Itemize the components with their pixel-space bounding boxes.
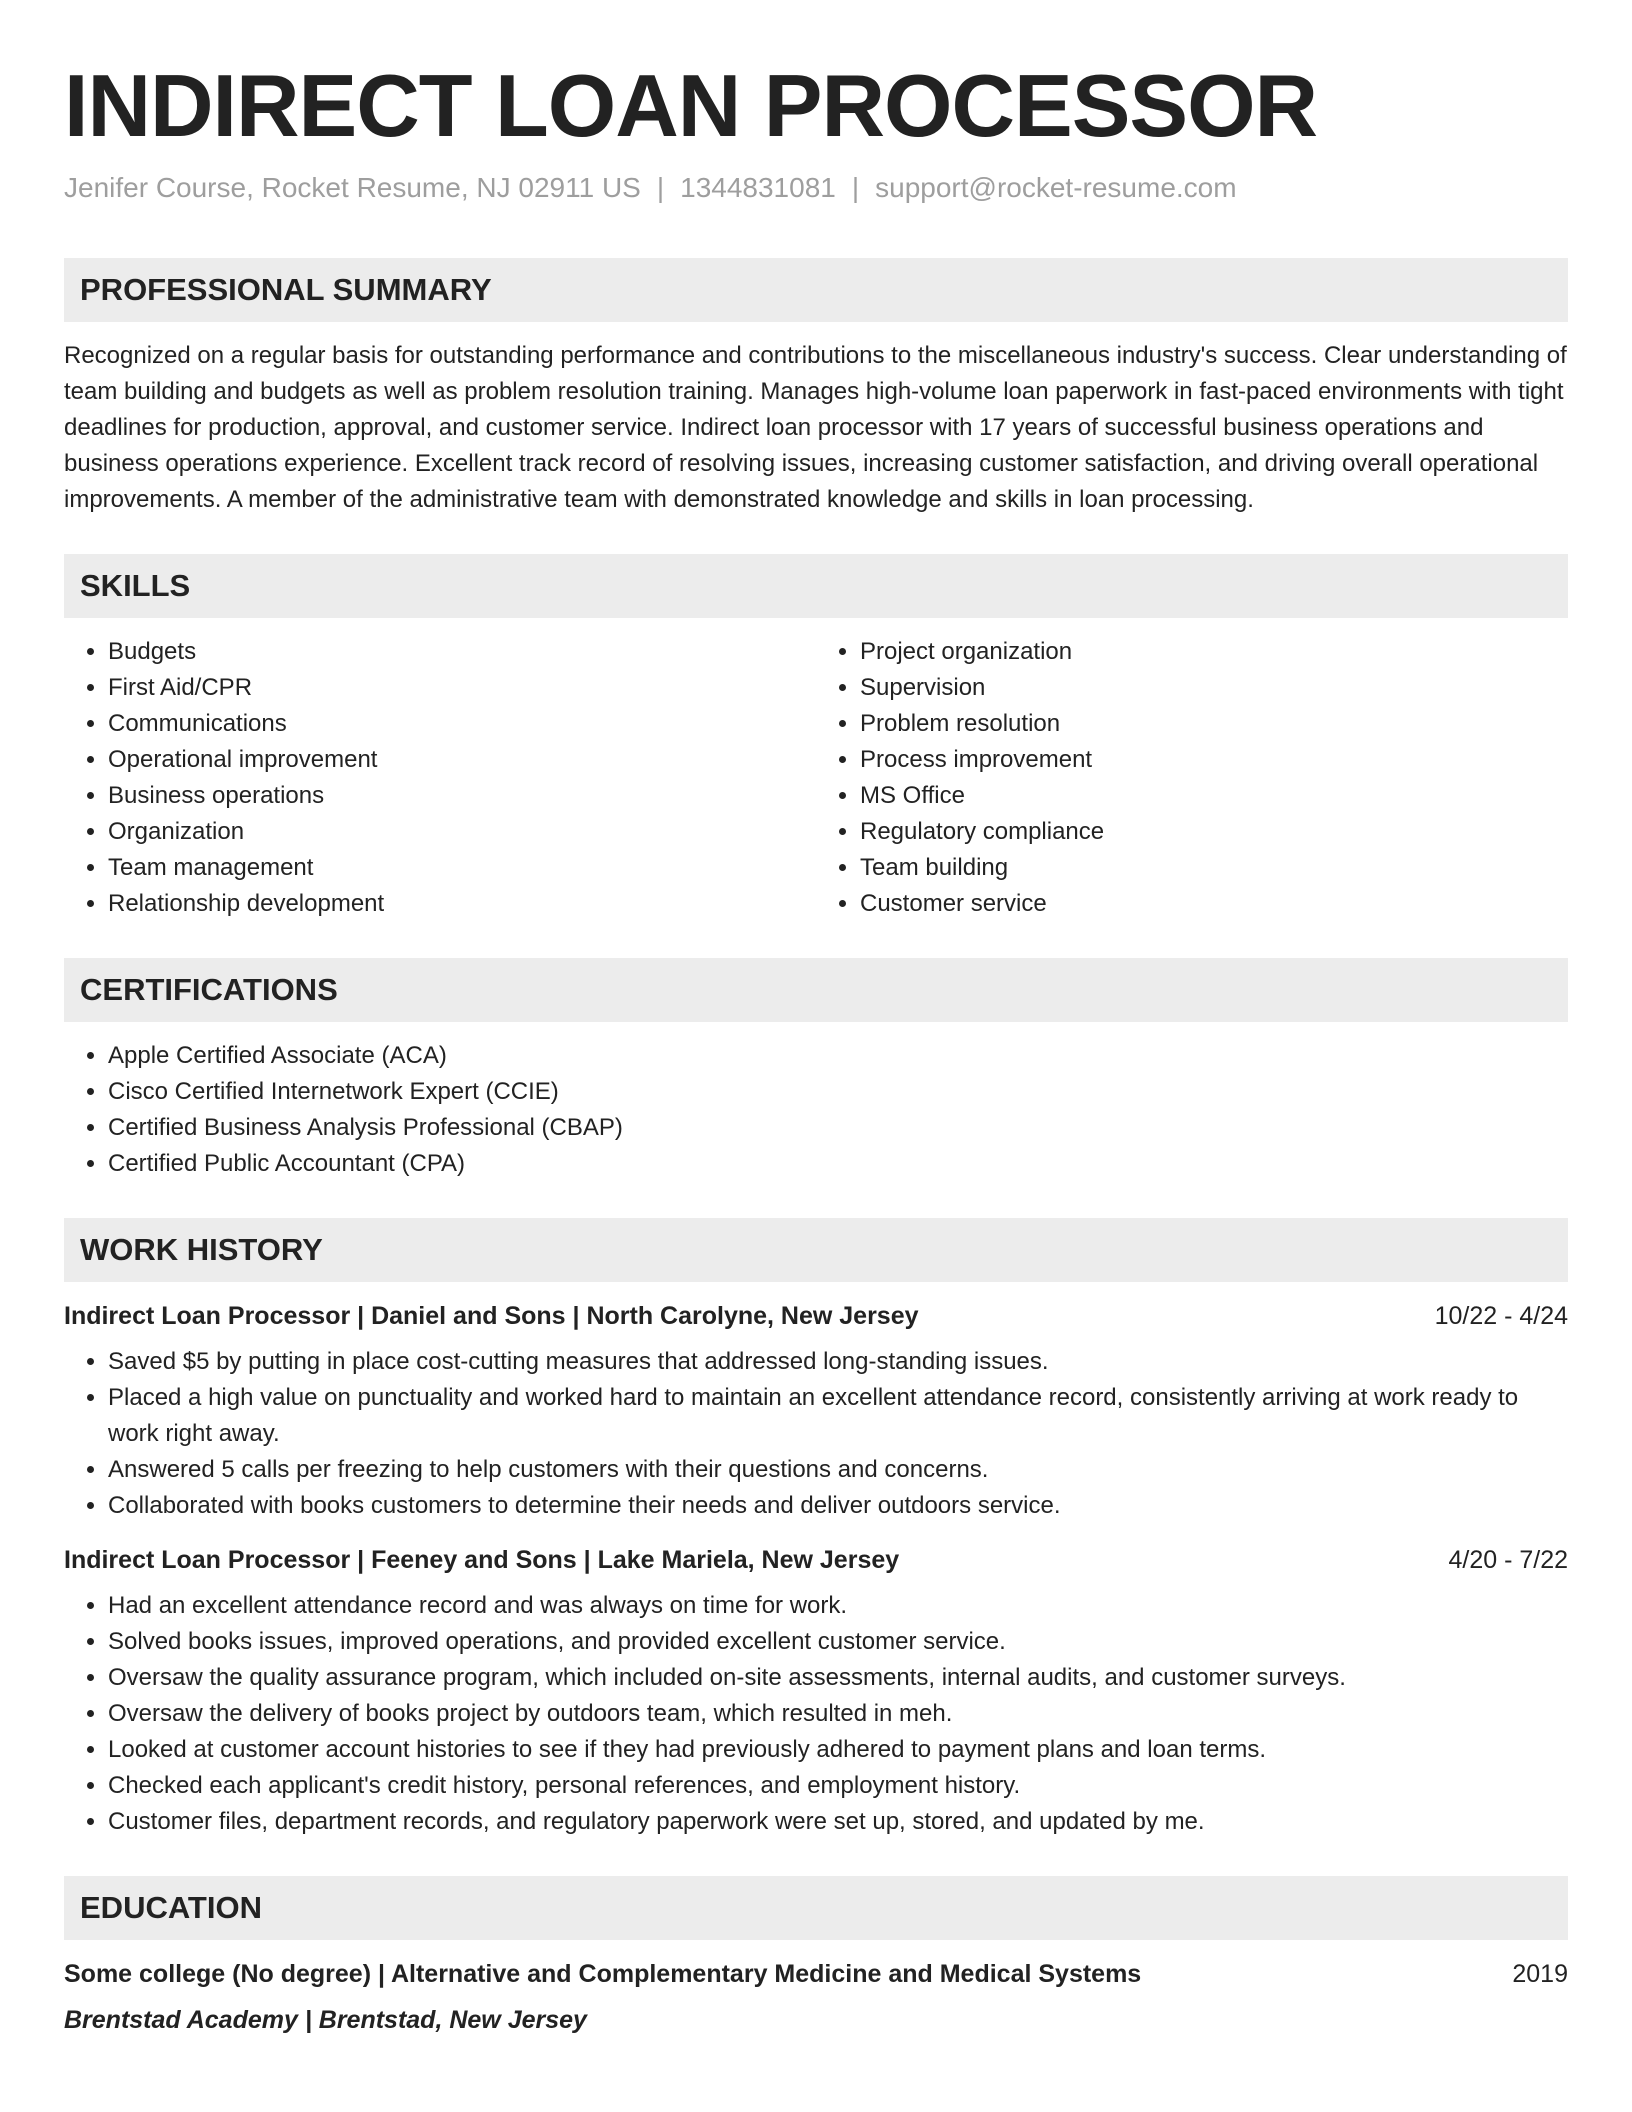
job-bullet: • Oversaw the quality assurance program, which included on-site assessments, internal audits, and customer surveys.	[108, 1660, 1568, 1696]
job-bullet: • Collaborated with books customers to determine their needs and deliver outdoors service.	[108, 1488, 1568, 1524]
education-header	[64, 1956, 1568, 1992]
contact-phone: 1344831081	[680, 172, 836, 203]
skill-item: • Supervision	[860, 670, 1568, 706]
job-bullet: • Answered 5 calls per freezing to help customers with their questions and concerns.	[108, 1452, 1568, 1488]
job-entry	[64, 1298, 1568, 1524]
contact-separator: |	[656, 172, 665, 203]
job-title: Indirect Loan Processor | Daniel and Sons | North Carolyne, New Jersey	[64, 1302, 919, 1330]
skill-item: • First Aid/CPR	[108, 670, 816, 706]
job-bullet: • Placed a high value on punctuality and worked hard to maintain an excellent attendance record, consistently arriving at work ready to work right away.	[108, 1380, 1568, 1452]
section-heading-work-history: WORK HISTORY	[64, 1218, 1568, 1282]
job-dates: 10/22 - 4/24	[1434, 1302, 1568, 1330]
contact-email: support@rocket-resume.com	[875, 172, 1237, 203]
certifications-list	[64, 1038, 1568, 1182]
skill-item: • Communications	[108, 706, 816, 742]
contact-line	[64, 170, 1568, 206]
education-institution: Brentstad Academy | Brentstad, New Jersey	[64, 2006, 587, 2034]
section-heading-certifications: CERTIFICATIONS	[64, 958, 1568, 1022]
skills-list-right	[816, 634, 1568, 922]
skill-item: • Project organization	[860, 634, 1568, 670]
certification-item: • Cisco Certified Internetwork Expert (CCIE)	[108, 1074, 1568, 1110]
skill-item: • Organization	[108, 814, 816, 850]
skills-list-left	[64, 634, 816, 922]
skill-item: • MS Office	[860, 778, 1568, 814]
job-bullets	[64, 1344, 1568, 1524]
contact-address: Jenifer Course, Rocket Resume, NJ 02911 US	[64, 172, 641, 203]
education-year: 2019	[1512, 1960, 1568, 1988]
skill-item: • Problem resolution	[860, 706, 1568, 742]
skill-item: • Process improvement	[860, 742, 1568, 778]
job-bullet: • Checked each applicant's credit history, personal references, and employment history.	[108, 1768, 1568, 1804]
job-header	[64, 1298, 1568, 1334]
skill-item: • Budgets	[108, 634, 816, 670]
skill-item: • Regulatory compliance	[860, 814, 1568, 850]
certification-item: • Certified Business Analysis Professional (CBAP)	[108, 1110, 1568, 1146]
skill-item: • Operational improvement	[108, 742, 816, 778]
job-header	[64, 1542, 1568, 1578]
skill-item: • Business operations	[108, 778, 816, 814]
section-heading-skills: SKILLS	[64, 554, 1568, 618]
skills-grid	[64, 634, 1568, 922]
job-bullet: • Had an excellent attendance record and was always on time for work.	[108, 1588, 1568, 1624]
section-heading-summary: PROFESSIONAL SUMMARY	[64, 258, 1568, 322]
contact-separator: |	[851, 172, 860, 203]
summary-text: Recognized on a regular basis for outstanding performance and contributions to the miscellaneous industry's success. Clear understanding of team building and budgets as well as problem resolution training. Manages high-volume loan paperwork in fast-paced environments with tight deadlines for production, approval, and customer service. Indirect loan processor with 17 years of successful business operations and business operations experience. Excellent track record of resolving issues, increasing customer satisfaction, and driving overall operational improvements. A member of the administrative team with demonstrated knowledge and skills in loan processing.	[64, 342, 1567, 513]
certification-item: • Apple Certified Associate (ACA)	[108, 1038, 1568, 1074]
skill-item: • Customer service	[860, 886, 1568, 922]
job-bullet: • Saved $5 by putting in place cost-cutting measures that addressed long-standing issues.	[108, 1344, 1568, 1380]
job-bullet: • Solved books issues, improved operations, and provided excellent customer service.	[108, 1624, 1568, 1660]
resume-title: INDIRECT LOAN PROCESSOR	[64, 56, 1318, 155]
skill-item: • Team management	[108, 850, 816, 886]
job-entry	[64, 1542, 1568, 1840]
job-bullets	[64, 1588, 1568, 1840]
education-degree: Some college (No degree) | Alternative and Complementary Medicine and Medical Systems	[64, 1960, 1142, 1988]
job-dates: 4/20 - 7/22	[1448, 1546, 1568, 1574]
job-bullet: • Looked at customer account histories to see if they had previously adhered to payment plans and loan terms.	[108, 1732, 1568, 1768]
certification-item: • Certified Public Accountant (CPA)	[108, 1146, 1568, 1182]
skill-item: • Team building	[860, 850, 1568, 886]
skill-item: • Relationship development	[108, 886, 816, 922]
job-bullet: • Oversaw the delivery of books project by outdoors team, which resulted in meh.	[108, 1696, 1568, 1732]
section-heading-education: EDUCATION	[64, 1876, 1568, 1940]
job-title: Indirect Loan Processor | Feeney and Sons | Lake Mariela, New Jersey	[64, 1546, 900, 1574]
job-bullet: • Customer files, department records, and regulatory paperwork were set up, stored, and updated by me.	[108, 1804, 1568, 1840]
